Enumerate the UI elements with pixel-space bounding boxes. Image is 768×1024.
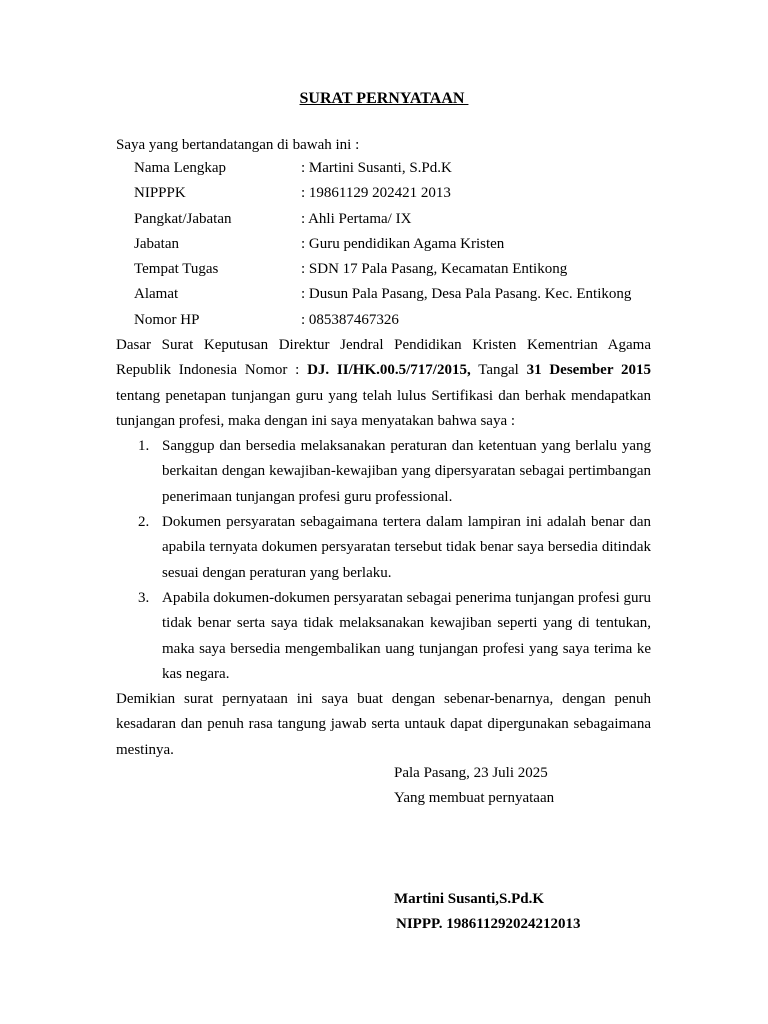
document-title: SURAT PERNYATAAN [299, 90, 469, 107]
field-row-name [134, 158, 694, 183]
intro-text: Saya yang bertandatangan di bawah ini : [116, 137, 360, 153]
field-value: : SDN 17 Pala Pasang, Kecamatan Entikong [301, 261, 568, 278]
decree-number: DJ. II/HK.00.5/717/2015, [307, 362, 471, 379]
closing-paragraph: Demikian surat pernyataan ini saya buat dengan sebenar-benarnya, dengan penuh kesadaran dan penuh rasa tangung jawab serta untauk dapat dipergunakan sebagaimana mestinya. [116, 691, 651, 758]
list-item: 1. Sanggup dan bersedia melaksanakan peraturan dan ketentuan yang berlalu yang berkaitan dengan kewajiban-kewajiban yang dipersyaratan sebagai pertimbangan penerimaan tunjangan profesi guru professional. [116, 434, 651, 510]
field-value: : Guru pendidikan Agama Kristen [301, 235, 505, 252]
field-value: : 19861129 202421 2013 [301, 185, 451, 202]
identity-fields [134, 158, 694, 335]
signer-label: Yang membuat pernyataan [394, 790, 555, 806]
field-label: Alamat [134, 286, 179, 303]
statement-body [116, 333, 651, 763]
field-value: : Martini Susanti, S.Pd.K [301, 160, 452, 176]
place-date: Pala Pasang, 23 Juli 2025 [394, 765, 548, 781]
field-label: Jabatan [134, 235, 179, 252]
field-row-phone [134, 310, 694, 335]
basis-paragraph: Dasar Surat Keputusan Direktur Jendral Pendidikan Kristen Kementrian Agama Republik Indonesia Nomor : DJ. II/HK.00.5/717/2015, Tangal 31 Desember 2015 tentang penetapan tunjangan guru yang telah lulus Sertifikasi dan berhak mendapatkan tunjangan profesi, maka dengan ini saya menyatakan bahwa saya : [116, 337, 651, 429]
field-value: : Dusun Pala Pasang, Desa Pala Pasang. Kec. Entikong [301, 286, 632, 303]
field-row-workplace [134, 259, 694, 284]
field-value: : 085387467326 [301, 311, 399, 328]
decree-date: 31 Desember 2015 [526, 362, 651, 379]
list-number: 1. [138, 438, 150, 455]
field-label: Nama Lengkap [134, 160, 227, 176]
field-row-nipppk [134, 183, 694, 208]
field-label: Tempat Tugas [134, 261, 219, 278]
field-value: : Ahli Pertama/ IX [301, 210, 412, 227]
signer-name: Martini Susanti,S.Pd.K [394, 891, 545, 907]
field-row-position [134, 234, 694, 259]
list-item: 3. Apabila dokumen-dokumen persyaratan sebagai penerima tunjangan profesi guru tidak benar serta saya tidak melaksanakan kewajiban seperti yang di tentukan, maka saya bersedia mengembalikan uang tunjangan profesi yang saya terima ke kas negara. [116, 586, 651, 687]
field-row-rank [134, 209, 694, 234]
field-label: Pangkat/Jabatan [134, 210, 232, 227]
field-label: NIPPPK [134, 185, 186, 202]
list-number: 2. [138, 514, 150, 531]
field-label: Nomor HP [134, 311, 200, 328]
statement-list [116, 434, 651, 687]
list-number: 3. [138, 589, 150, 606]
field-row-address [134, 284, 694, 309]
signer-nip: NIPPP. 198611292024212013 [396, 916, 581, 932]
list-item: 2. Dokumen persyaratan sebagaimana tertera dalam lampiran ini adalah benar dan apabila ternyata dokumen persyaratan tersebut tidak benar saya bersedia ditindak sesuai dengan peraturan yang berlaku. [116, 510, 651, 586]
